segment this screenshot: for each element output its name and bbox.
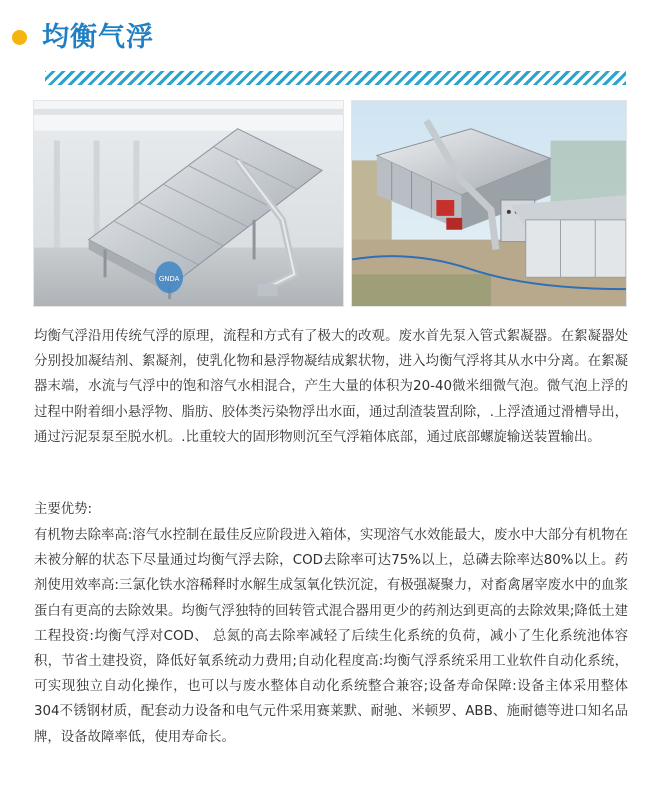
section-title: 均衡气浮 — [42, 22, 154, 53]
advantages-heading: 主要优势: — [34, 502, 93, 517]
flotation-machine-outdoor-photo — [351, 100, 627, 307]
flotation-machine-indoor-photo — [33, 100, 344, 307]
brand-logo: GNDA — [158, 275, 180, 284]
striped-divider — [45, 71, 626, 85]
section-header — [0, 0, 661, 72]
flotation-machine-outdoor-illustration — [352, 101, 626, 306]
advantages-paragraph: 有机物去除率高:溶气水控制在最佳反应阶段进入箱体，实现溶气水效能最大，废水中大部分有机物在未被分解的状态下尽量通过均衡气浮去除，COD去除率可达75%以上，总磷去除率达80%以上。药剂使用效率高:三氯化铁水溶稀释时水解生成氢氧化铁沉淀，有极强凝聚力，对畜禽屠宰废水中的血浆蛋白有更高的去除效果。均衡气浮独特的回转管式混合器用更少的药剂达到更高的去除效果;降低土建工程投资:均衡气浮对COD、 总氮的高去除率减轻了后续生化系统的负荷，减小了生化系统池体容积，节省土建投资，降低好氧系统动力费用;自动化程度高:均衡气浮系统采用工业软件自动化系统，可实现独立自动化操作，也可以与废水整体自动化系统整合兼容;设备寿命保障:设备主体采用整体304不锈钢材质，配套动力设备和电气元件采用赛莱默、耐驰、米顿罗、ABB、施耐德等进口知名品牌，设备故障率低，使用寿命长。 — [34, 528, 628, 745]
bullet-dot-icon — [12, 30, 27, 45]
intro-paragraph: 均衡气浮沿用传统气浮的原理，流程和方式有了极大的改观。废水首先泵入管式絮凝器。在絮凝器处分别投加凝结剂、絮凝剂，使乳化物和悬浮物凝结成絮状物，进入均衡气浮将其从水中分离。在絮凝器末端，水流与气浮中的饱和溶气水相混合，产生大量的体积为20-40微米细微气泡。微气泡上浮的过程中附着细小悬浮物、脂肪、胶体类污染物浮出水面，通过刮渣装置刮除，.上浮渣通过滑槽导出，通过污泥泵泵至脱水机。.比重较大的固形物则沉至气浮箱体底部，通过底部螺旋输送装置输出。 — [34, 329, 628, 445]
flotation-machine-indoor-illustration — [34, 101, 343, 306]
